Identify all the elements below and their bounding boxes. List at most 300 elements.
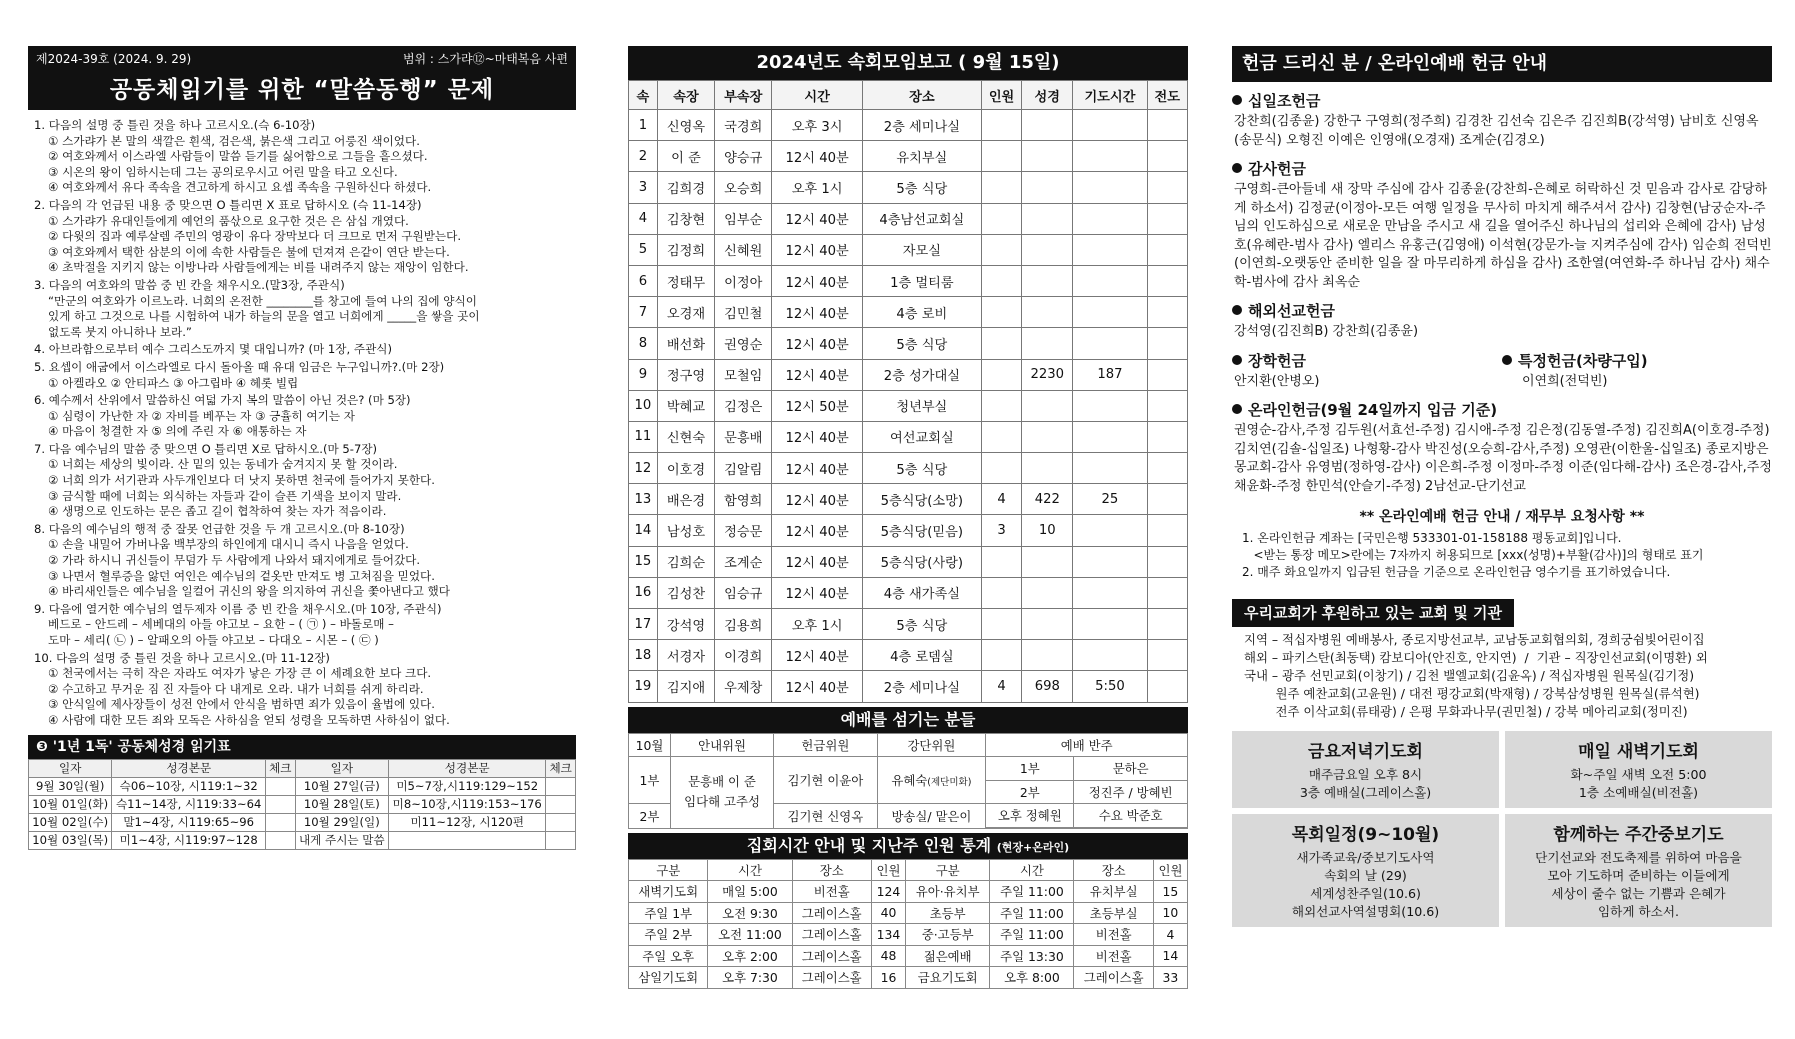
stats-cell: 그레이스홀 <box>792 924 871 946</box>
question-option: ④ 초막절을 지키지 않는 이방나라 사람들에게는 비를 내려주지 않는 재앙이 임한다. <box>48 260 469 275</box>
meeting-cell: 4층 로비 <box>862 297 981 328</box>
notice-line: 1. 온라인헌금 계좌는 [국민은행 533301-01-158188 평동교회]입니다. <box>1242 531 1622 545</box>
meeting-cell <box>1147 577 1187 608</box>
meeting-cell <box>1022 110 1073 141</box>
stats-cell: 48 <box>871 945 905 967</box>
reading-row <box>29 813 576 831</box>
stats-cell: 유아·유치부 <box>905 881 989 903</box>
stats-row <box>629 902 1188 924</box>
stats-cell: 오전 9:30 <box>708 902 792 924</box>
meeting-cell: 4 <box>981 671 1021 702</box>
stats-header: 시간 <box>990 859 1074 881</box>
serve-part2: 2부 <box>629 804 671 829</box>
serve-offer-1: 김기현 이윤아 <box>774 757 877 804</box>
meeting-cell: 여선교회실 <box>862 421 981 452</box>
stats-cell: 오후 2:00 <box>708 945 792 967</box>
online-heading <box>1232 399 1772 420</box>
stats-header: 구분 <box>905 859 989 881</box>
meeting-cell <box>1073 546 1147 577</box>
meeting-cell: 2230 <box>1022 359 1073 390</box>
meeting-cell: 1 <box>629 110 658 141</box>
question-option: ③ 안식일에 제사장들이 성전 안에서 안식을 범하면 죄가 있음이 율법에 있다. <box>48 697 435 712</box>
stats-cell: 그레이스홀 <box>792 902 871 924</box>
stats-cell: 33 <box>1153 967 1187 989</box>
question-option: ② 너희 의가 서기관과 사두개인보다 더 낫지 못하면 천국에 들어가지 못한다. <box>48 473 435 488</box>
reading-cell: 10월 03일(목) <box>29 831 112 849</box>
meeting-row <box>629 421 1188 452</box>
meeting-cell <box>981 359 1021 390</box>
meeting-row <box>629 297 1188 328</box>
info-box <box>1505 731 1772 808</box>
meeting-cell: 3 <box>629 172 658 203</box>
meeting-cell: 김희경 <box>657 172 714 203</box>
reading-cell: 10월 29일(일) <box>295 813 388 831</box>
meeting-cell <box>981 390 1021 421</box>
meeting-cell: 4층 새가족실 <box>862 577 981 608</box>
meeting-cell <box>1147 421 1187 452</box>
serve-head-accompany: 예배 반주 <box>986 733 1188 757</box>
notice-line: <받는 통장 메모>란에는 7자까지 허용되므로 [xxx(성명)+부활(감사)]의 형태로 표기 <box>1242 548 1704 562</box>
meeting-cell <box>981 141 1021 172</box>
bullet-icon <box>1502 355 1512 365</box>
question-option: ④ 여호와께서 유다 족속을 견고하게 하시고 요셉 족속을 구원하신다 하셨다. <box>48 180 432 195</box>
question-option: 없도록 붓지 아니하나 보라.” <box>48 324 192 339</box>
meeting-cell: 오후 1시 <box>772 172 862 203</box>
serve-part1: 1부 <box>629 757 671 804</box>
meeting-cell: 오승희 <box>715 172 772 203</box>
meeting-cell: 16 <box>629 577 658 608</box>
meeting-header: 성경 <box>1022 81 1073 110</box>
info-box-line: 해외선교사역설명회(10.6) <box>1291 904 1440 919</box>
reading-cell <box>266 795 296 813</box>
meeting-cell: 조계순 <box>715 546 772 577</box>
meeting-cell: 김지애 <box>657 671 714 702</box>
question-item <box>34 393 576 440</box>
meeting-cell: 문흥배 <box>715 421 772 452</box>
meeting-cell <box>1147 110 1187 141</box>
reading-cell: 슥11~14장, 시119:33~64 <box>112 795 266 813</box>
meeting-cell: 5층식당(소망) <box>862 484 981 515</box>
stats-cell: 금요기도회 <box>905 967 989 989</box>
question-item <box>34 118 576 196</box>
reading-row <box>29 831 576 849</box>
meeting-cell: 7 <box>629 297 658 328</box>
stats-cell: 16 <box>871 967 905 989</box>
stats-header: 인원 <box>1153 859 1187 881</box>
meeting-cell <box>1073 141 1147 172</box>
meeting-cell <box>1073 203 1147 234</box>
serve-head-altar: 강단위원 <box>877 733 986 757</box>
meeting-cell <box>1147 546 1187 577</box>
meeting-cell: 8 <box>629 328 658 359</box>
stats-header: 장소 <box>792 859 871 881</box>
issue-bar <box>28 46 576 70</box>
meeting-cell <box>1022 421 1073 452</box>
online-list: 권영순-감사,주정 김두원(서효선-주정) 김시애-주정 김은정(김동열-주정) 김진희A(이호경-주정) 김치연(김솔-십일조) 나형황-감사 박진성(오승희-감사,주정) 오영관(이한울-십일조) 종로지방은몽교회-감사 유영범(정하영-감사) 이은희-주정 이정마-주정 이준(임다해-감사) 조은경-감사,주정 채윤화-주정 한민석(안슬기-주정) 2남선교-단기선교 <box>1234 423 1772 494</box>
meeting-cell <box>1147 484 1187 515</box>
tithe-heading <box>1232 90 1772 111</box>
meeting-cell: 6 <box>629 265 658 296</box>
question-item <box>34 602 576 649</box>
meeting-header: 기도시간 <box>1073 81 1147 110</box>
offering-column <box>1232 46 1772 927</box>
reading-cell <box>389 831 546 849</box>
question-option: ② 수고하고 무거운 짐 진 자들아 다 내게로 오라. 내가 너희를 쉬게 하리라. <box>48 681 424 696</box>
meeting-cell: 18 <box>629 640 658 671</box>
reading-header: 체크 <box>546 759 576 777</box>
stats-cell: 124 <box>871 881 905 903</box>
meeting-cell <box>1147 609 1187 640</box>
meeting-table <box>628 80 1188 703</box>
reading-cell <box>546 813 576 831</box>
meeting-cell: 19 <box>629 671 658 702</box>
meeting-cell <box>1147 671 1187 702</box>
meeting-cell: 김성찬 <box>657 577 714 608</box>
mission-heading <box>1232 300 1772 321</box>
question-item <box>34 342 576 358</box>
meeting-row <box>629 671 1188 702</box>
thanks-heading-text: 감사헌금 <box>1248 160 1306 178</box>
meeting-cell <box>1022 328 1073 359</box>
meeting-cell: 청년부실 <box>862 390 981 421</box>
question-option: 있게 하고 그것으로 나를 시험하여 내가 하늘의 문을 열고 너희에게 _____을 쌓을 곳이 <box>48 309 480 324</box>
reading-cell: 10월 28일(토) <box>295 795 388 813</box>
meeting-cell: 187 <box>1073 359 1147 390</box>
question-text: 3. 다음의 여호와의 말씀 중 빈 칸을 채우시오.(말3장, 주관식) <box>34 277 345 292</box>
stats-cell: 중·고등부 <box>905 924 989 946</box>
meeting-cell: 4층남선교회실 <box>862 203 981 234</box>
reading-header: 일자 <box>29 759 112 777</box>
reading-title: ❸ '1년 1독' 공동체성경 읽기표 <box>28 735 576 759</box>
support-line: 전주 이삭교회(류태광) / 은평 무화과나무(권민철) / 강북 메아리교회(정미진) <box>1244 704 1688 719</box>
support-line: 해외 – 파키스탄(최동택) 캄보디아(안진호, 안지연) / 기관 – 직장인선교회(이명환) 외 <box>1244 650 1708 665</box>
question-text: 2. 다음의 각 언급된 내용 중 맞으면 O 틀리면 X 표로 답하시오 (슥 11-14장) <box>34 197 422 212</box>
reading-cell: 미11~12장, 시120편 <box>389 813 546 831</box>
stats-cell: 초등부실 <box>1074 902 1153 924</box>
meeting-cell: 5층 식당 <box>862 172 981 203</box>
question-text: 8. 다음의 예수님의 행적 중 잘못 언급한 것을 두 개 고르시오.(마 8-10장) <box>34 521 405 536</box>
meeting-cell: 4 <box>981 484 1021 515</box>
meeting-cell <box>1022 141 1073 172</box>
info-box <box>1232 814 1499 927</box>
meeting-cell: 이호경 <box>657 453 714 484</box>
meeting-cell: 11 <box>629 421 658 452</box>
info-box-line: 매주금요일 오후 8시 <box>1308 767 1423 782</box>
meeting-cell <box>1073 265 1147 296</box>
reading-cell: 9월 30일(월) <box>29 777 112 795</box>
meeting-header: 부속장 <box>715 81 772 110</box>
support-line: 지역 – 적십자병원 예배봉사, 종로지방선교부, 교남동교회협의회, 경희궁쉼빛어린이집 <box>1244 632 1705 647</box>
meeting-cell: 2층 세미나실 <box>862 110 981 141</box>
thanks-heading <box>1232 158 1772 179</box>
stats-cell: 134 <box>871 924 905 946</box>
stats-table <box>628 859 1188 989</box>
meeting-cell: 임부순 <box>715 203 772 234</box>
meeting-cell <box>981 110 1021 141</box>
reading-cell <box>266 831 296 849</box>
meeting-cell: 12시 40분 <box>772 453 862 484</box>
meeting-row <box>629 110 1188 141</box>
meeting-row <box>629 546 1188 577</box>
meeting-cell: 12시 40분 <box>772 421 862 452</box>
mission-heading-text: 해외선교헌금 <box>1248 302 1335 320</box>
meeting-cell: 김정희 <box>657 234 714 265</box>
info-box-line: 세계성찬주일(10.6) <box>1310 886 1421 901</box>
serve-acc3a: 오후 정혜원 <box>986 804 1074 828</box>
stats-header: 인원 <box>871 859 905 881</box>
question-text: 5. 요셉이 애굽에서 이스라엘로 다시 돌아올 때 유대 임금은 누구입니까?.(마 2장) <box>34 359 445 374</box>
stats-cell: 새벽기도회 <box>629 881 708 903</box>
meeting-cell: 12시 40분 <box>772 484 862 515</box>
meeting-cell: 서경자 <box>657 640 714 671</box>
meeting-cell <box>1073 640 1147 671</box>
meeting-cell <box>1147 141 1187 172</box>
info-boxes <box>1232 731 1772 927</box>
meeting-cell <box>1022 390 1073 421</box>
meeting-cell <box>1147 640 1187 671</box>
meeting-cell <box>1147 297 1187 328</box>
meeting-cell: 이정아 <box>715 265 772 296</box>
meeting-cell: 5 <box>629 234 658 265</box>
meeting-cell: 5층 식당 <box>862 453 981 484</box>
meeting-cell: 4 <box>629 203 658 234</box>
meeting-cell <box>1073 328 1147 359</box>
serve-head-guide: 안내위원 <box>670 733 773 757</box>
meeting-cell: 국경희 <box>715 110 772 141</box>
meeting-cell: 김민철 <box>715 297 772 328</box>
meeting-cell <box>1147 515 1187 546</box>
serve-acc1: 문하은 <box>1074 757 1188 781</box>
reading-cell: 말1~4장, 시119:65~96 <box>112 813 266 831</box>
stats-cell: 15 <box>1153 881 1187 903</box>
serve-guide-2: 임다해 고주성 <box>684 794 760 810</box>
reading-cell: 내게 주시는 말씀 <box>295 831 388 849</box>
question-item <box>34 522 576 600</box>
stats-cell: 비전홀 <box>1074 945 1153 967</box>
meeting-cell <box>981 297 1021 328</box>
meeting-cell <box>1147 234 1187 265</box>
serve-altar-note: (제단미화) <box>927 777 972 789</box>
meeting-cell <box>1147 390 1187 421</box>
meeting-cell <box>1022 577 1073 608</box>
serve-table <box>628 733 1188 829</box>
stats-cell: 주일 11:00 <box>990 902 1074 924</box>
scholar-list: 안지환(안병오) <box>1234 373 1320 389</box>
info-box <box>1232 731 1499 808</box>
meeting-cell <box>981 234 1021 265</box>
question-text: 4. 아브라함으로부터 예수 그리스도까지 몇 대입니까? (마 1장, 주관식) <box>34 342 392 357</box>
bullet-icon <box>1232 404 1242 414</box>
meeting-cell <box>1022 609 1073 640</box>
meeting-cell: 12시 40분 <box>772 546 862 577</box>
question-list <box>34 118 576 729</box>
meeting-header: 시간 <box>772 81 862 110</box>
serve-filler <box>986 827 1188 828</box>
meeting-cell: 2 <box>629 141 658 172</box>
stats-cell: 오후 8:00 <box>990 967 1074 989</box>
meeting-cell: 신영옥 <box>657 110 714 141</box>
stats-title-text: 집회시간 안내 및 지난주 인원 통계 <box>746 835 992 855</box>
meeting-cell: 5층식당(믿음) <box>862 515 981 546</box>
offering-title: 헌금 드리신 분 / 온라인예배 헌금 안내 <box>1232 46 1772 82</box>
online-heading-text: 온라인헌금(9월 24일까지 입금 기준) <box>1248 401 1498 419</box>
meeting-cell: 김정은 <box>715 390 772 421</box>
stats-cell: 주일 오후 <box>629 945 708 967</box>
question-option: ④ 생명으로 인도하는 문은 좁고 길이 협착하여 찾는 자가 적음이라. <box>48 504 387 519</box>
meeting-header: 전도 <box>1147 81 1187 110</box>
support-list <box>1232 631 1772 721</box>
meeting-cell <box>981 172 1021 203</box>
meeting-cell <box>1147 265 1187 296</box>
meeting-cell: 함영희 <box>715 484 772 515</box>
question-item <box>34 442 576 520</box>
meeting-row <box>629 390 1188 421</box>
reading-row <box>29 795 576 813</box>
meeting-cell: 자모실 <box>862 234 981 265</box>
notice-line: 2. 매주 화요일까지 입금된 헌금을 기준으로 온라인헌금 영수기를 표기하였습니다. <box>1242 565 1671 579</box>
meeting-cell <box>1147 203 1187 234</box>
meeting-cell: 모철임 <box>715 359 772 390</box>
meeting-cell <box>1022 453 1073 484</box>
thanks-list: 구영희-큰아들네 새 장막 주심에 감사 김종윤(강찬희-은혜로 허락하신 것 믿음과 감사로 감당하게 하소서) 김정균(이정아-모든 여행 일정을 무사히 마치게 해주셔서 감사) 김창현(남궁순자-주님의 인도하심으로 새로운 만남을 주시고 새 길을 열어주신 하나님의 섭리와 은혜에 감사) 남성호(유혜란-범사 감사) 엘리스 유홍근(김영애) 이석현(강문가-늘 지켜주심에 감사) 임순희 전덕빈(이연희-오랫동안 준비한 일을 잘 마무리하게 하심을 감사) 조한열(여연화-주 하나님 감사) 채수학-범사에 감사 최옥순 <box>1234 182 1772 290</box>
meeting-row <box>629 141 1188 172</box>
stats-cell: 오후 7:30 <box>708 967 792 989</box>
info-box-line: 단기선교와 전도축제를 위하여 마음을 <box>1535 850 1742 865</box>
meeting-cell <box>1073 234 1147 265</box>
meeting-cell: 우제창 <box>715 671 772 702</box>
question-option: ② 다윗의 집과 예루살렘 주민의 영광이 유다 장막보다 더 크므로 먼저 구원받는다. <box>48 229 462 244</box>
meeting-cell <box>981 328 1021 359</box>
question-option: ③ 금식할 때에 너희는 외식하는 자들과 같이 슬픈 기색을 보이지 말라. <box>48 488 402 503</box>
meeting-row <box>629 328 1188 359</box>
meeting-cell <box>1073 609 1147 640</box>
tithe-heading-text: 십일조헌금 <box>1248 92 1321 110</box>
support-line: 원주 예찬교회(고윤원) / 대전 평강교회(박재형) / 강북삼성병원 원목실(류석현) <box>1244 686 1700 701</box>
meeting-row <box>629 265 1188 296</box>
meeting-cell <box>1022 172 1073 203</box>
meeting-cell <box>1073 172 1147 203</box>
meeting-header: 속 <box>629 81 658 110</box>
meeting-cell: 정구영 <box>657 359 714 390</box>
info-box-line: 세상이 줄수 없는 기쁨과 은혜가 <box>1551 886 1726 901</box>
question-option: ① 천국에서는 극히 작은 자라도 여자가 낳은 가장 큰 이 세례요한 보다 크다. <box>48 666 432 681</box>
reading-header: 성경본문 <box>389 759 546 777</box>
meeting-cell: 임승규 <box>715 577 772 608</box>
meeting-cell: 오후 1시 <box>772 609 862 640</box>
stats-cell: 4 <box>1153 924 1187 946</box>
reading-header: 일자 <box>295 759 388 777</box>
meeting-cell: 이경희 <box>715 640 772 671</box>
meeting-cell: 12시 40분 <box>772 297 862 328</box>
meeting-cell: 17 <box>629 609 658 640</box>
meeting-cell: 10 <box>629 390 658 421</box>
meeting-cell <box>1147 328 1187 359</box>
meeting-cell <box>981 577 1021 608</box>
meeting-cell: 이 준 <box>657 141 714 172</box>
reading-cell <box>266 813 296 831</box>
meeting-cell <box>1022 234 1073 265</box>
question-option: ③ 시온의 왕이 임하시는데 그는 공의로우시고 어린 말을 타고 오신다. <box>48 164 398 179</box>
meeting-cell: 권영순 <box>715 328 772 359</box>
question-option: ① 손을 내밀어 가버나움 백부장의 하인에게 대시니 즉시 나음을 얻었다. <box>48 537 409 552</box>
meeting-cell <box>981 421 1021 452</box>
meeting-cell: 12시 40분 <box>772 203 862 234</box>
serve-offer-2: 김기현 신영옥 <box>774 804 877 829</box>
stats-cell: 그레이스홀 <box>792 945 871 967</box>
meeting-row <box>629 515 1188 546</box>
info-box-line: 1층 소예배실(비전홀) <box>1578 785 1699 800</box>
special-list: 이연희(전덕빈) <box>1522 373 1608 389</box>
stats-header: 장소 <box>1074 859 1153 881</box>
stats-row <box>629 945 1188 967</box>
stats-row <box>629 924 1188 946</box>
reading-header: 성경본문 <box>112 759 266 777</box>
info-box-line: 새가족교육/중보기도사역 <box>1296 850 1435 865</box>
question-option: ③ 나면서 혈루증을 앓던 여인은 예수님의 겉옷만 만져도 병 고쳐짐을 믿었다. <box>48 568 435 583</box>
meeting-cell <box>1073 421 1147 452</box>
question-option: ④ 바리새인들은 예수님을 일컬어 귀신의 왕을 의지하여 귀신을 쫓아낸다고 했다 <box>48 584 450 599</box>
meeting-cell <box>981 265 1021 296</box>
scholar-special-row <box>1232 342 1772 392</box>
meeting-cell <box>1073 515 1147 546</box>
quiz-title: 공동체읽기를 위한 “말씀동행” 문제 <box>28 70 576 110</box>
meeting-cell: 12시 40분 <box>772 328 862 359</box>
meeting-row <box>629 453 1188 484</box>
meeting-cell <box>981 203 1021 234</box>
question-option: ② 가라 하시니 귀신들이 무덤가 두 사람에게 나와서 돼지에게로 들어갔다. <box>48 553 421 568</box>
question-option: 도마 – 세리( ㉡ ) – 알패오의 아들 야고보 – 다대오 – 시몬 – ( ㉢ ) <box>48 633 379 647</box>
meeting-row <box>629 577 1188 608</box>
meeting-cell: 4층 로뎀실 <box>862 640 981 671</box>
serve-acc2: 정진주 / 방혜빈 <box>1074 780 1188 804</box>
meeting-cell: 10 <box>1022 515 1073 546</box>
meeting-cell: 5:50 <box>1073 671 1147 702</box>
meeting-cell: 12시 40분 <box>772 515 862 546</box>
meeting-cell: 정태무 <box>657 265 714 296</box>
serve-acc3b: 수요 박준호 <box>1074 804 1188 828</box>
scholar-heading-text: 장학헌금 <box>1248 351 1306 370</box>
question-option: ① 스가랴가 유대인들에게 예언의 품삯으로 요구한 것은 은 삼십 개였다. <box>48 213 409 228</box>
meeting-cell: 남성호 <box>657 515 714 546</box>
support-line: 국내 – 광주 선민교회(이창기) / 김천 밸엘교회(김윤옥) / 적십자병원 원목실(김기정) <box>1244 668 1695 683</box>
meeting-row <box>629 203 1188 234</box>
meeting-row <box>629 640 1188 671</box>
meeting-cell: 5층 식당 <box>862 328 981 359</box>
stats-header: 시간 <box>708 859 792 881</box>
question-text: 6. 예수께서 산위에서 말씀하신 여덟 가지 복의 말씀이 아닌 것은? (마 5장) <box>34 393 411 408</box>
meeting-cell <box>981 609 1021 640</box>
meeting-cell <box>1022 203 1073 234</box>
reading-cell <box>546 777 576 795</box>
stats-cell: 유치부실 <box>1074 881 1153 903</box>
meeting-cell <box>981 546 1021 577</box>
info-box-title: 함께하는 주간중보기도 <box>1553 825 1724 845</box>
mission-list: 강석영(김진희B) 강찬희(김종윤) <box>1234 324 1419 339</box>
special-heading-text: 특정헌금(차량구입) <box>1518 351 1648 370</box>
meeting-cell: 5층 식당 <box>862 609 981 640</box>
reading-cell: 10월 01일(화) <box>29 795 112 813</box>
question-item <box>34 651 576 729</box>
reading-cell: 10월 02일(수) <box>29 813 112 831</box>
question-option: 베드로 – 안드레 – 세베대의 아들 야고보 – 요한 – ( ㉠ ) – 바돌로매 – <box>48 617 394 632</box>
bullet-icon <box>1232 355 1242 365</box>
meeting-cell: 15 <box>629 546 658 577</box>
reading-cell <box>546 795 576 813</box>
bullet-icon <box>1232 305 1242 315</box>
stats-cell: 삼일기도회 <box>629 967 708 989</box>
serve-altar-2: 방송실/ 맡은이 <box>877 804 986 829</box>
meeting-cell: 김알림 <box>715 453 772 484</box>
